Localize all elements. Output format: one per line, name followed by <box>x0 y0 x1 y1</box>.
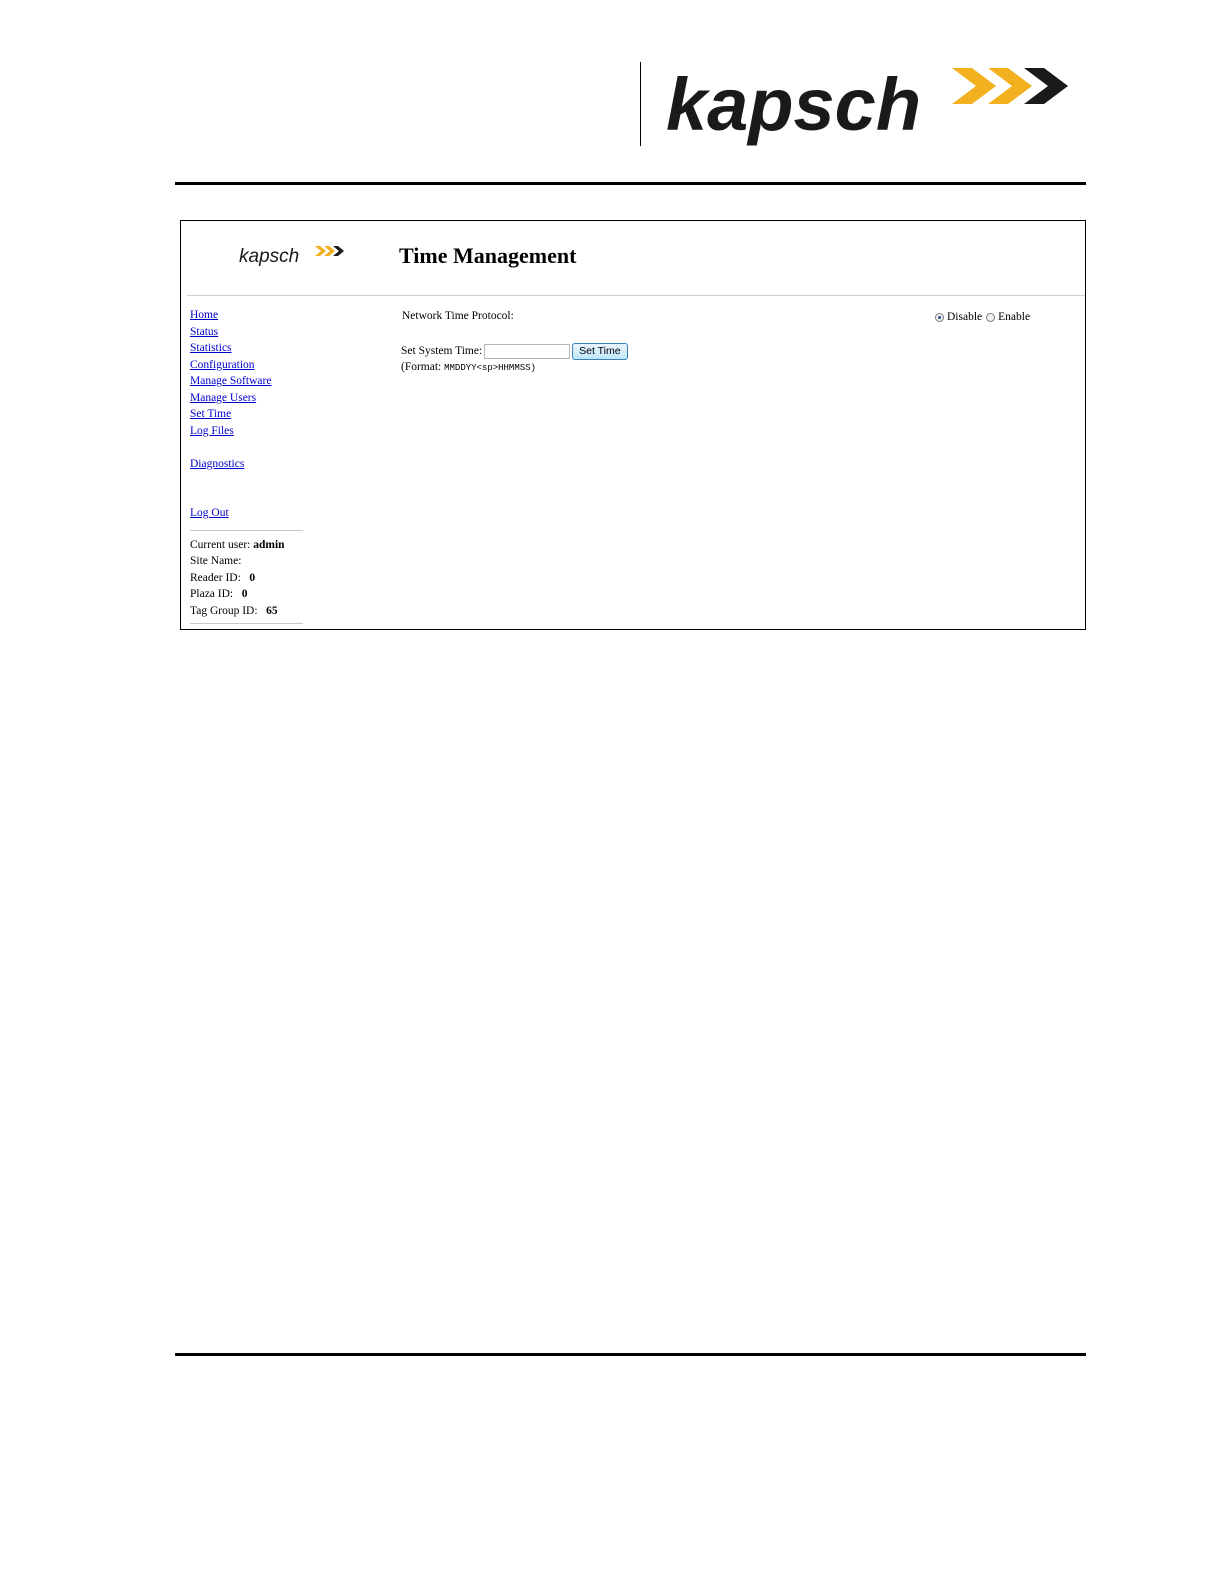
site-name-row <box>190 553 305 570</box>
nav-spacer <box>190 439 305 456</box>
nav-link-status[interactable]: Status <box>190 325 219 338</box>
nav-link-statistics[interactable]: Statistics <box>190 342 232 354</box>
sidebar-nav <box>190 307 305 522</box>
ntp-enable-label[interactable]: Enable <box>998 311 1031 323</box>
nav-link-configuration[interactable]: Configuration <box>190 358 255 371</box>
nav-link-manage-software[interactable]: Manage Software <box>190 375 272 387</box>
ntp-radio-group <box>935 311 1034 323</box>
format-value: MMDDYY<sp>HHMMSS) <box>444 363 536 373</box>
current-user-value: admin <box>253 538 285 551</box>
ntp-row <box>401 307 1079 329</box>
ntp-label: Network Time Protocol: <box>402 310 514 322</box>
reader-id-value: 0 <box>249 571 256 584</box>
format-prefix: (Format: <box>401 361 442 373</box>
current-user-label: Current user: <box>190 538 251 551</box>
ntp-disable-radio[interactable] <box>935 313 944 322</box>
tag-group-id-label: Tag Group ID: <box>190 604 258 617</box>
page-title: Time Management <box>399 243 577 268</box>
nav-link-manage-users[interactable]: Manage Users <box>190 391 257 404</box>
plaza-id-row <box>190 586 305 603</box>
nav-link-log-files[interactable]: Log Files <box>190 424 234 437</box>
footer-rule <box>175 1353 1086 1356</box>
set-time-button[interactable]: Set Time <box>572 343 627 360</box>
kapsch-logo-text: kapsch <box>666 63 922 146</box>
sidebar-separator <box>190 530 303 531</box>
format-hint <box>401 361 1079 373</box>
set-time-input[interactable] <box>484 344 570 359</box>
nav-link-log-out[interactable]: Log Out <box>190 507 229 519</box>
sidebar-separator <box>190 623 303 624</box>
ntp-disable-label[interactable]: Disable <box>947 311 983 323</box>
web-ui-screenshot <box>180 220 1086 630</box>
plaza-id-value: 0 <box>241 588 248 600</box>
sidebar <box>190 307 305 630</box>
nav-link-set-time[interactable]: Set Time <box>190 408 232 420</box>
logo-chevron-1 <box>952 68 996 104</box>
header-separator <box>187 295 1085 296</box>
session-info <box>190 537 305 620</box>
tag-group-id-value: 65 <box>266 604 278 617</box>
reader-id-row <box>190 570 305 587</box>
app-logo-chevron-1 <box>315 246 326 256</box>
app-logo <box>239 242 351 268</box>
site-name-label: Site Name: <box>190 555 242 567</box>
set-time-row <box>401 342 1079 360</box>
ntp-enable-radio[interactable] <box>986 313 995 322</box>
nav-link-home[interactable]: Home <box>190 309 219 321</box>
app-logo-text: kapsch <box>239 246 300 267</box>
set-time-label: Set System Time: <box>401 345 483 357</box>
nav-spacer <box>190 472 305 505</box>
nav-link-diagnostics[interactable]: Diagnostics <box>190 457 245 470</box>
header-divider-line <box>640 62 641 146</box>
reader-id-label: Reader ID: <box>190 571 241 584</box>
current-user-row <box>190 537 305 554</box>
header-rule <box>175 182 1086 185</box>
plaza-id-label: Plaza ID: <box>190 588 234 600</box>
main-content <box>401 307 1079 373</box>
tag-group-id-row <box>190 603 305 620</box>
kapsch-logo <box>666 58 1070 148</box>
